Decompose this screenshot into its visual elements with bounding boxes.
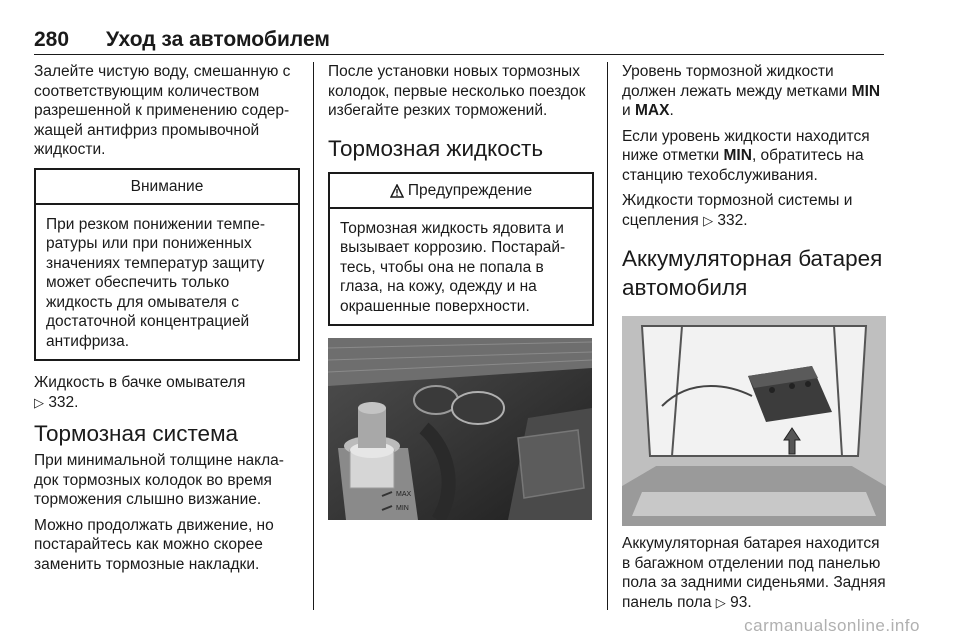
column-divider (313, 62, 314, 610)
warning-heading: Предупреждение (407, 181, 533, 199)
min-mark-text: MIN (851, 82, 881, 100)
clutch-fluid-reference: Жидкости тормозной системы и сцепления ▷ 332. (622, 192, 853, 229)
watermark: carmanualsonline.info (744, 616, 920, 635)
page-header (34, 26, 884, 55)
page-title: Уход за автомобилем (106, 28, 330, 51)
max-mark-label: MAX (396, 491, 412, 498)
max-mark-text: MAX (634, 102, 670, 119)
column-divider (607, 62, 608, 610)
low-level-paragraph: Если уровень жидкости находится ниже отметки MIN, обратитесь на станцию техобслуживания. (622, 127, 870, 184)
page-reference-icon: ▷ (34, 394, 44, 410)
brake-fluid-reservoir-photo (328, 338, 592, 520)
washer-fluid-reference: Жидкость в бачке омывателя ▷ 332. (34, 374, 246, 411)
trunk-illustration (622, 316, 886, 526)
warning-box (328, 172, 594, 327)
caution-heading: Внимание (36, 170, 298, 205)
column-3 (622, 62, 888, 618)
battery-location-caption: Аккумуляторная батарея находится в багажном отделении под панелью пола за задними сиденьями. Задняя панель пола ▷ 93. (622, 535, 886, 611)
brake-system-paragraph: Можно продолжать движение, но постарайтесь как можно скорее заменить тормозные накладки. (34, 516, 274, 573)
page-reference-icon: ▷ (703, 212, 714, 228)
coolant-instruction: Залейте чистую воду, смешанную с соответствующим количеством разрешенной к применению содержащей антифриз промывочной жидкости. (34, 63, 291, 158)
warning-body: Тормозная жидкость ядовита и вызывает коррозию. Постарайтесь, чтобы она не попала в глаза, на кожу, одежду и на окрашенные поверхности. (340, 219, 566, 315)
min-mark-text: MIN (723, 147, 752, 164)
fluid-level-paragraph: Уровень тормозной жидкости должен лежать между метками MIN и MAX. (622, 63, 881, 119)
column-1 (34, 62, 300, 580)
reference-link[interactable]: 332. (717, 211, 748, 229)
warning-triangle-icon (390, 184, 404, 198)
battery-location-photo (622, 316, 886, 526)
reference-link[interactable]: 332. (48, 393, 79, 411)
reference-link[interactable]: 93. (730, 593, 752, 611)
caution-box (34, 168, 300, 362)
new-pads-advice: После установки новых тормозных колодок, первые несколько поездок избегайте резких торможений. (328, 63, 586, 119)
engine-bay-illustration (328, 338, 592, 520)
column-2 (328, 62, 594, 520)
caution-body: При резком понижении температуры или при пониженных значениях температур защиту может обеспечить только жидкость для омывателя с достаточной концентрацией антифриза. (46, 215, 266, 350)
min-mark-label: MIN (396, 505, 409, 512)
brake-system-paragraph: При минимальной толщине накладок тормозных колодок во время торможения слышно визжание. (34, 452, 284, 508)
page-reference-icon: ▷ (715, 594, 726, 610)
section-heading-battery: Аккумуляторная батарея автомобиля (622, 246, 883, 300)
page-number: 280 (34, 28, 70, 51)
section-heading-brake-system: Тормозная система (34, 421, 239, 446)
section-heading-brake-fluid: Тормозная жидкость (328, 135, 544, 161)
